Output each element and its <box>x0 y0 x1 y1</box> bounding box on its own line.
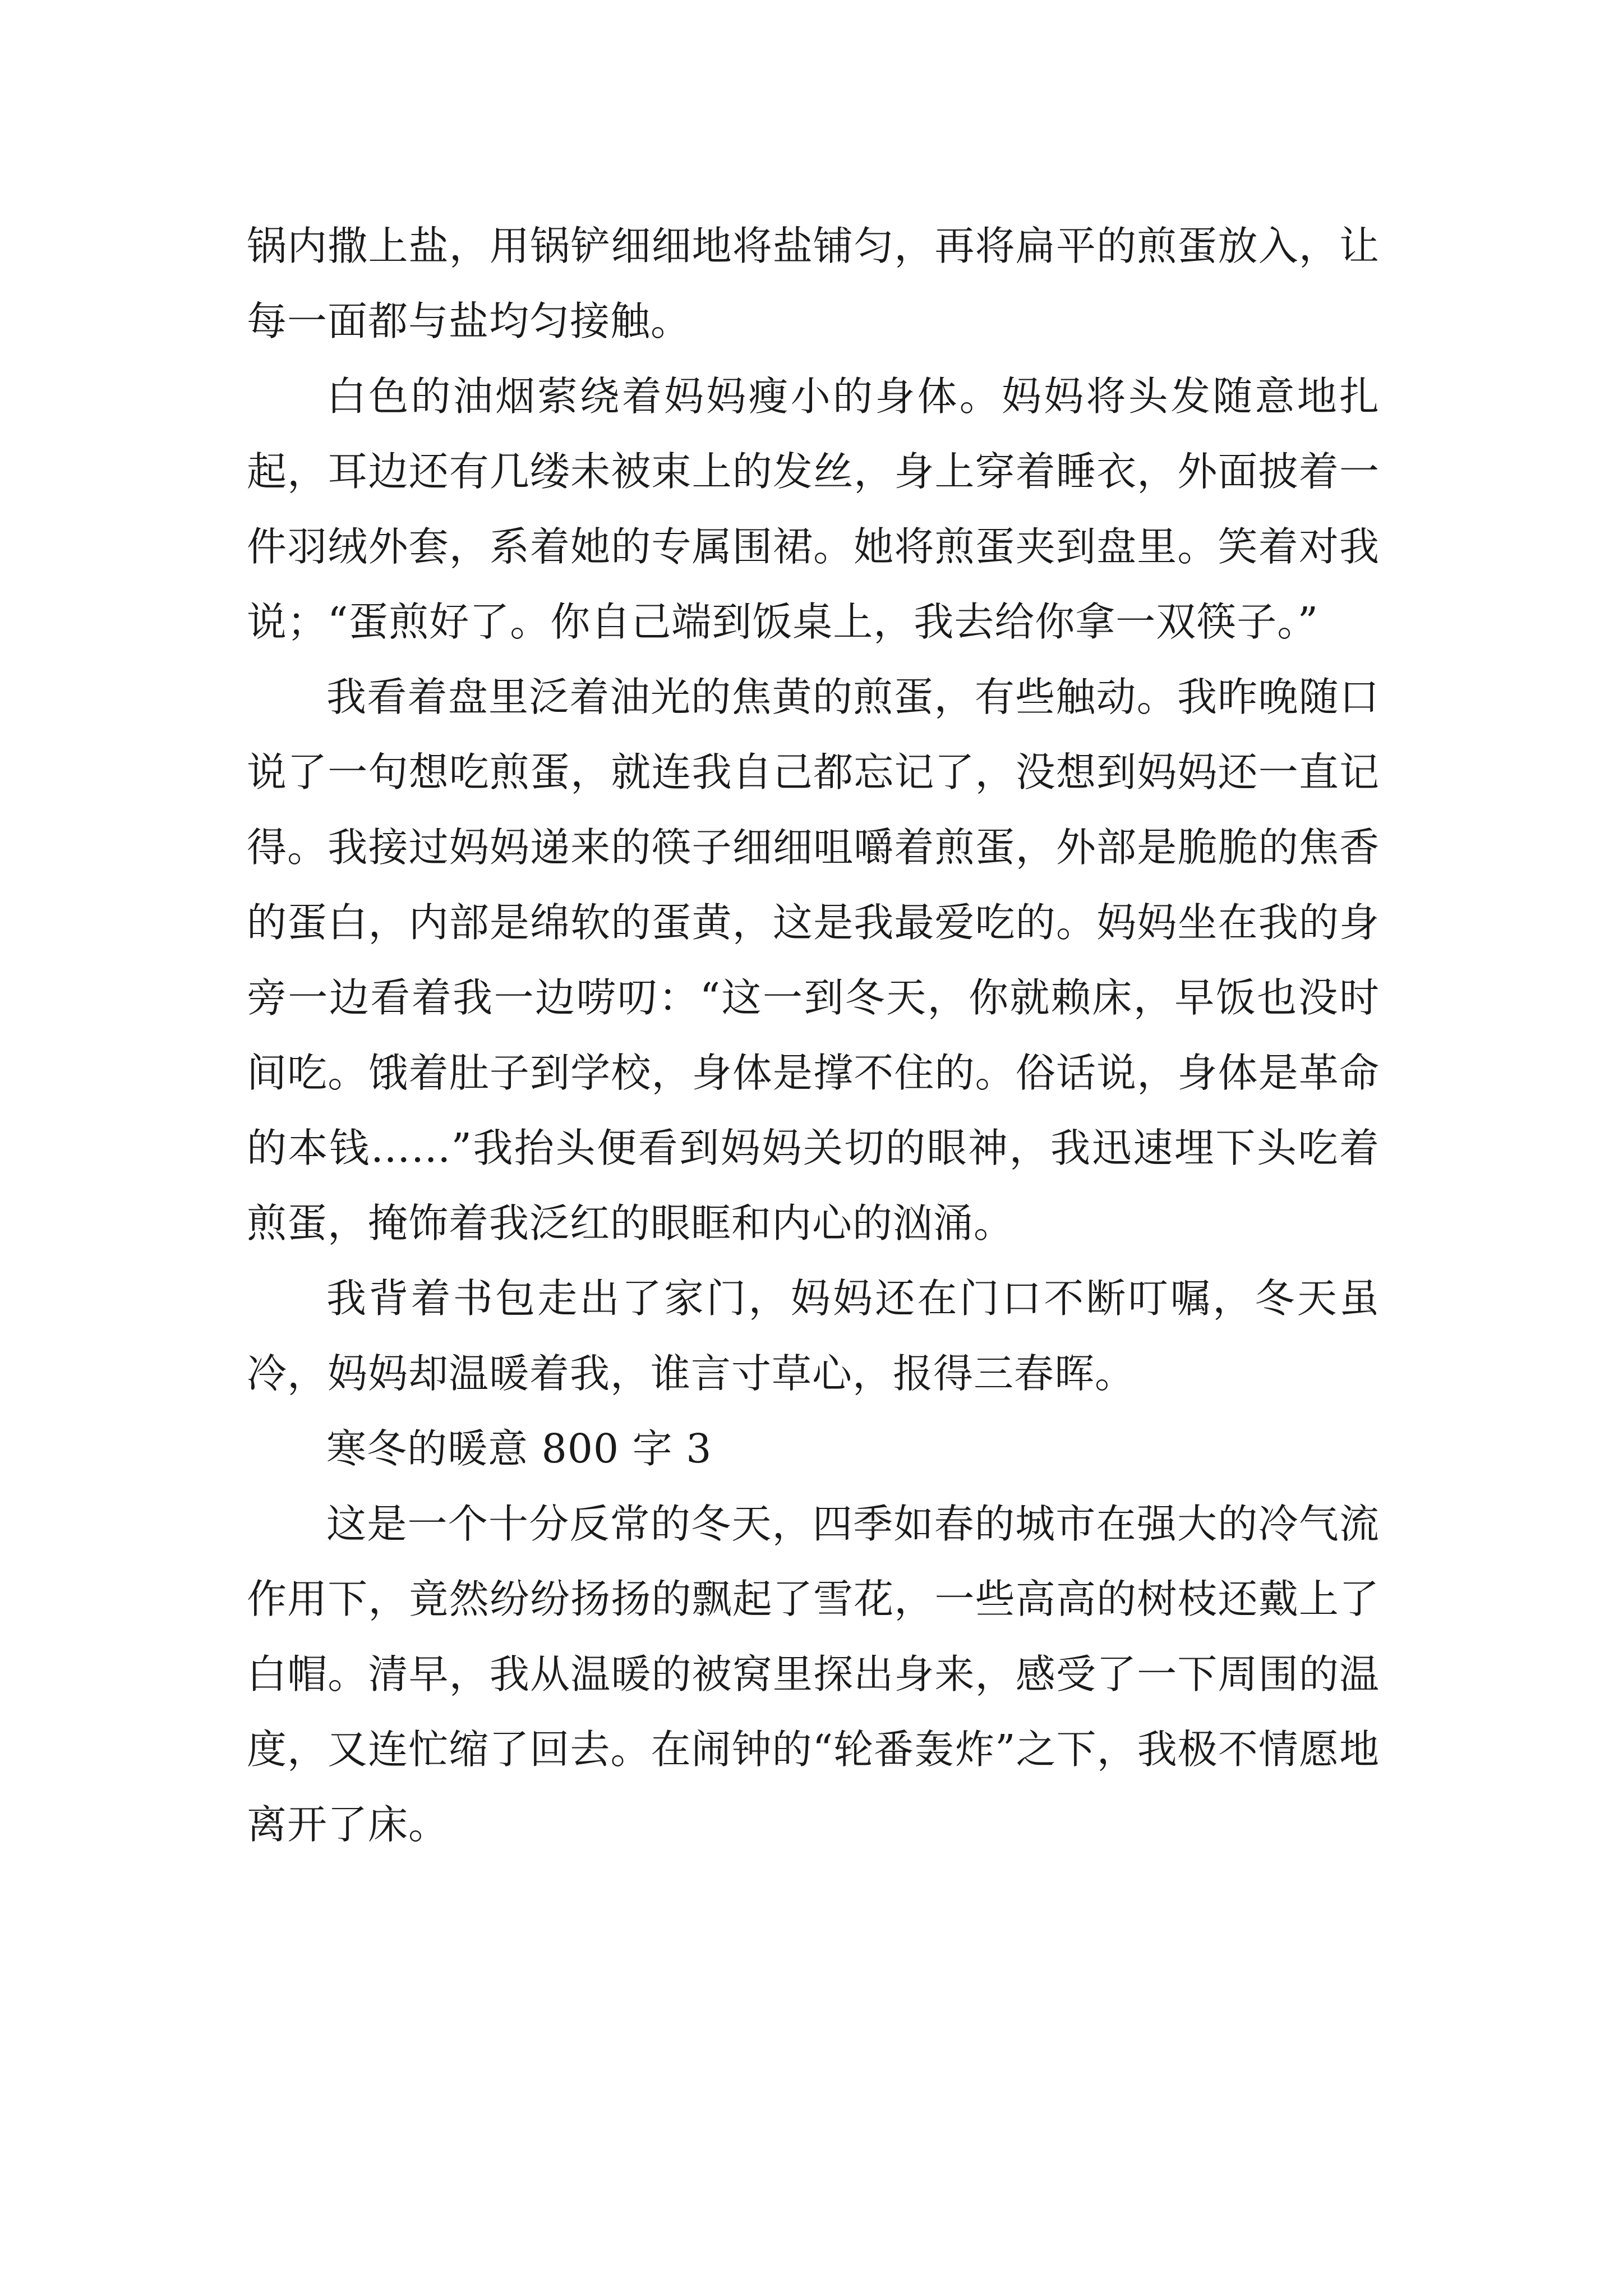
document-body <box>247 209 1380 1862</box>
section-heading: 寒冬的暖意 800 字 3 <box>326 1425 712 1472</box>
paragraph-eating-egg: 我看着盘里泛着油光的焦黄的煎蛋，有些触动。我昨晚随口说了一句想吃煎蛋，就连我自己都忘记了，没想到妈妈还一直记得。我接过妈妈递来的筷子细细咀嚼着煎蛋，外部是脆脆的焦香的蛋白，内部是绵软的蛋黄，这是我最爱吃的。妈妈坐在我的身旁一边看着我一边唠叨：“这一到冬天，你就赖床，早饭也没时间吃。饿着肚子到学校，身体是撑不住的。俗话说，身体是革命的本钱……”我抬头便看到妈妈关切的眼神，我迅速埋下头吃着煎蛋，掩饰着我泛红的眼眶和内心的汹涌。 <box>247 674 1380 1246</box>
paragraph-winter-morning: 这是一个十分反常的冬天，四季如春的城市在强大的冷气流作用下，竟然纷纷扬扬的飘起了雪花，一些高高的树枝还戴上了白帽。清早，我从温暖的被窝里探出身来，感受了一下周围的温度，又连忙缩了回去。在闹钟的“轮番轰炸”之下，我极不情愿地离开了床。 <box>247 1501 1380 1848</box>
paragraph-continued: 锅内撒上盐，用锅铲细细地将盐铺匀，再将扁平的煎蛋放入，让每一面都与盐均匀接触。 <box>247 223 1380 344</box>
paragraph-mother-cooking: 白色的油烟萦绕着妈妈瘦小的身体。妈妈将头发随意地扎起，耳边还有几缕未被束上的发丝，身上穿着睡衣，外面披着一件羽绒外套，系着她的专属围裙。她将煎蛋夹到盘里。笑着对我说；“蛋煎好了。你自己端到饭桌上，我去给你拿一双筷子。” <box>247 373 1380 645</box>
paragraph-leaving-home: 我背着书包走出了家门，妈妈还在门口不断叮嘱，冬天虽冷，妈妈却温暖着我，谁言寸草心，报得三春晖。 <box>247 1275 1380 1397</box>
